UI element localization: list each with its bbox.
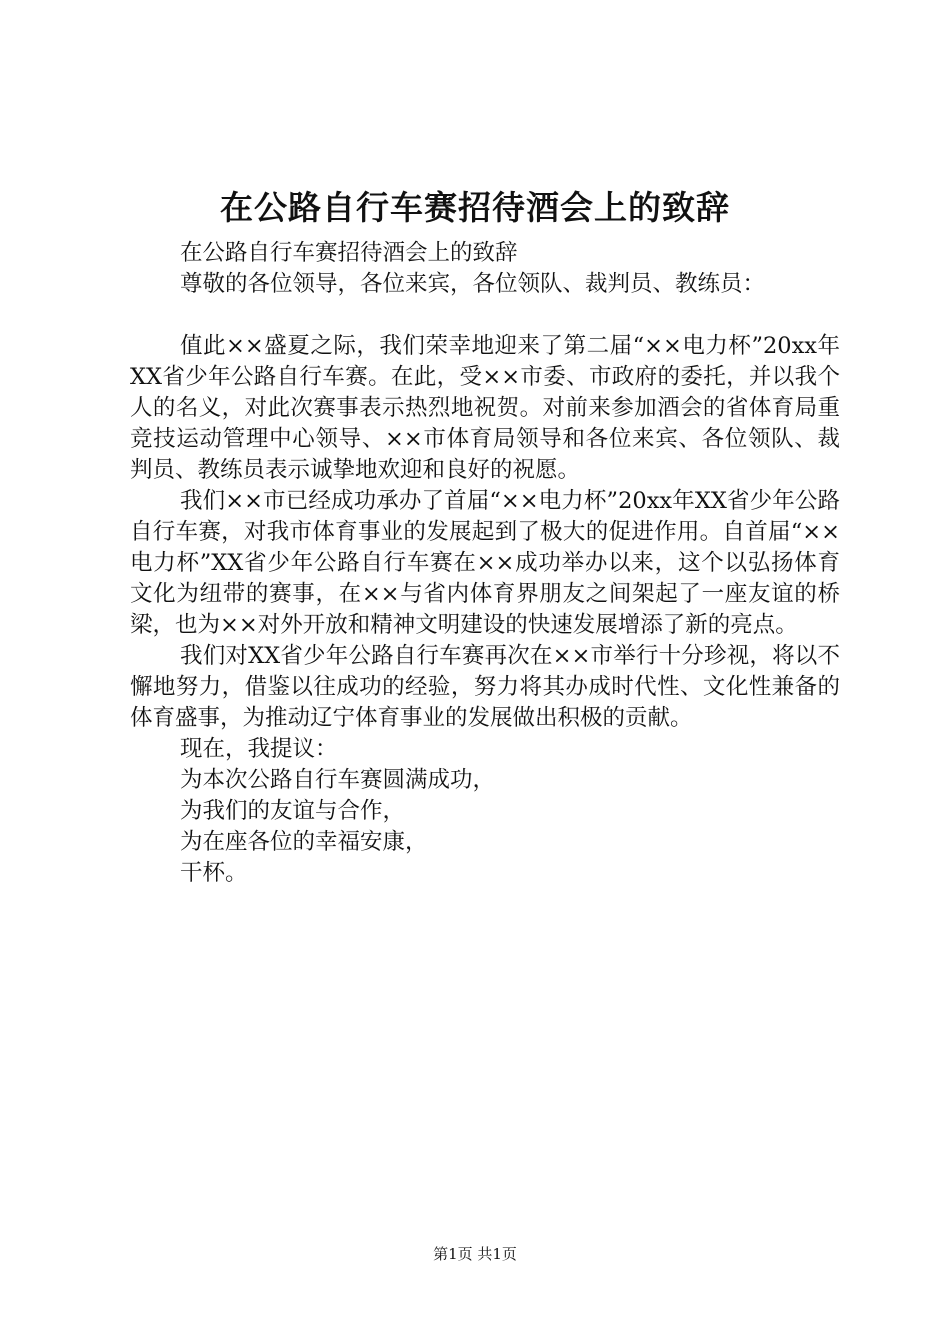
document-title: 在公路自行车赛招待酒会上的致辞 — [220, 188, 730, 227]
body-paragraph-2: 我们××市已经成功承办了首届“××电力杯”20xx年XX省少年公路自行车赛，对我市体育事业的发展起到了极大的促进作用。自首届“××电力杯”XX省少年公路自行车赛在××成功举办以来，这个以弘扬体育文化为纽带的赛事，在××与省内体育界朋友之间架起了一座友谊的桥梁，也为××对外开放和精神文明建设的快速发展增添了新的亮点。 — [130, 488, 840, 638]
blank-line — [130, 300, 840, 331]
body-paragraph-3: 我们对XX省少年公路自行车赛再次在××市举行十分珍视，将以不懈地努力，借鉴以往成功的经验，努力将其办成时代性、文化性兼备的体育盛事，为推动辽宁体育事业的发展做出积极的贡献。 — [130, 643, 840, 731]
document-body — [130, 238, 840, 889]
closing-line-2: 为本次公路自行车赛圆满成功， — [180, 767, 496, 793]
closing-line-5: 干杯。 — [180, 860, 248, 886]
page-number-footer: 第1页 共1页 — [433, 1245, 517, 1263]
body-paragraph-1: 值此××盛夏之际，我们荣幸地迎来了第二届“××电力杯”20xx年XX省少年公路自行车赛。在此，受××市委、市政府的委托，并以我个人的名义，对此次赛事表示热烈地祝贺。对前来参加酒会的省体育局重竞技运动管理中心领导、××市体育局领导和各位来宾、各位领队、裁判员、教练员表示诚挚地欢迎和良好的祝愿。 — [130, 333, 840, 483]
document-subtitle: 在公路自行车赛招待酒会上的致辞 — [180, 240, 518, 266]
closing-line-1: 现在，我提议： — [180, 736, 338, 762]
closing-line-4: 为在座各位的幸福安康， — [180, 829, 428, 855]
salutation: 尊敬的各位领导，各位来宾，各位领队、裁判员、教练员： — [180, 271, 766, 297]
closing-line-3: 为我们的友谊与合作， — [180, 798, 406, 824]
